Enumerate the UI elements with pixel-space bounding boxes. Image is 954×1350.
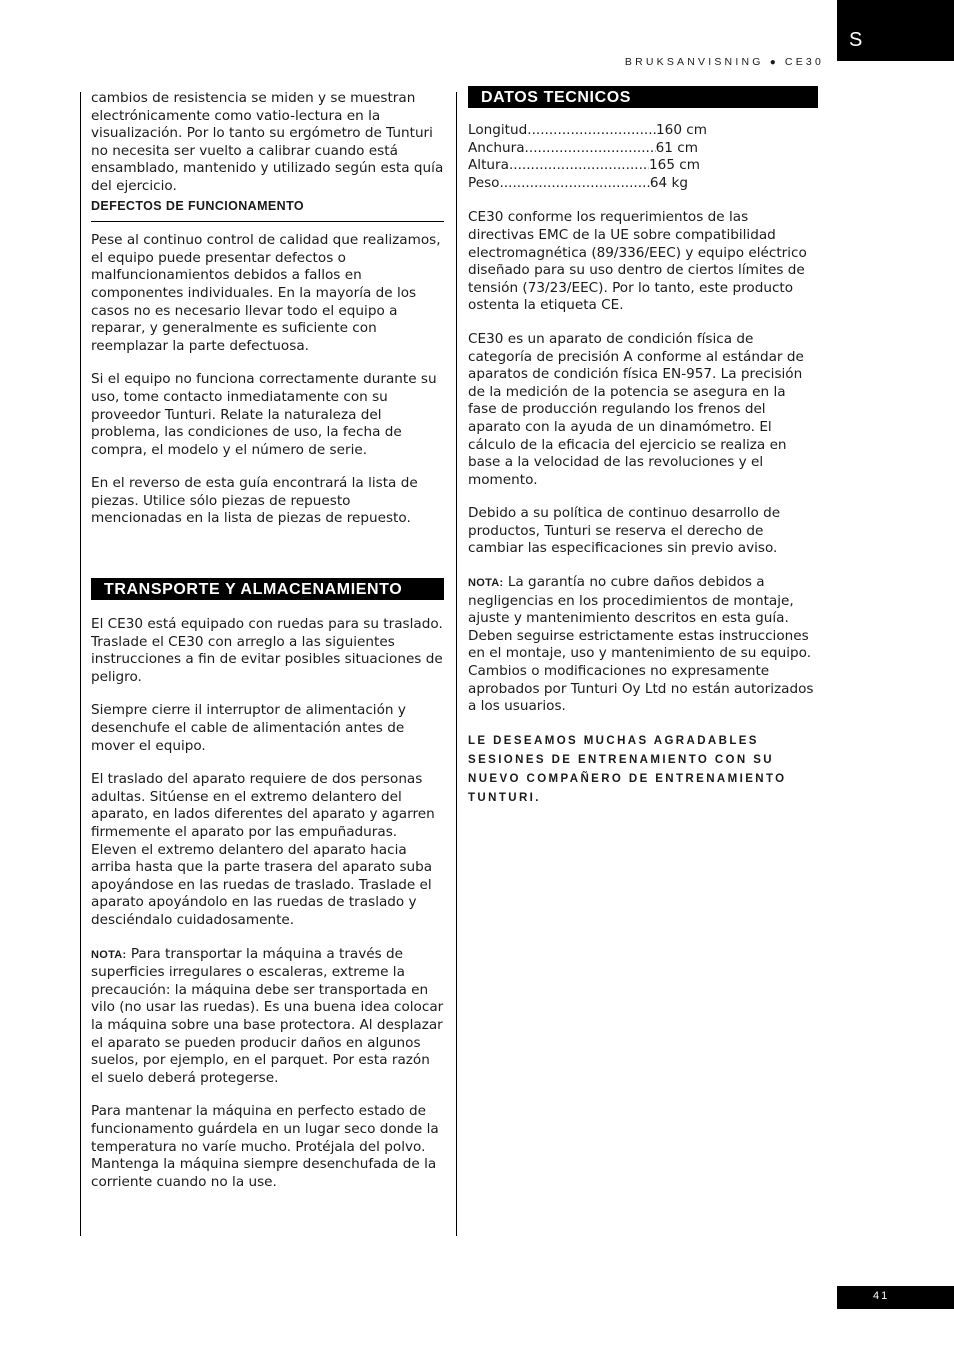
tech-data-heading: DATOS TECNICOS <box>468 86 818 108</box>
intro-paragraph: cambios de resistencia se miden y se muestran electrónicamente como vatio-lectura en la visualización. Por lo tanto su ergómetro de Tunturi no necesita ser vuelto a calibrar cuando está ensamblado, mantenido y utilizado según esta quía del ejercicio. <box>91 90 444 194</box>
transport-paragraph-1: El CE30 está equipado con ruedas para su traslado. Traslade el CE30 con arreglo a las siguientes instrucciones a fin de evitar posibles situaciones de peligro. <box>91 616 443 685</box>
bullet-icon: ● <box>769 57 776 68</box>
page-number: 41 <box>873 1290 890 1302</box>
model-label: CE30 <box>784 56 824 68</box>
ce-paragraph-1: CE30 conforme los requerimientos de las directivas EMC de la UE sobre compatibilidad electromagnética (89/336/EEC) y equipo eléctrico diseñado para su uso dentro de ciertos límites de tensión (73/23/EEC). Por lo tanto, este producto ostenta la etiqueta CE. <box>468 209 807 314</box>
closing-message: LE DESEAMOS MUCHAS AGRADABLES SESIONES DE ENTRENAMIENTO CON SU NUEVO COMPAÑERO DE ENTRENAMIENTO TUNTURI. <box>468 734 787 804</box>
defects-paragraph-1: Pese al continuo control de calidad que realizamos, el equipo puede presentar defectos o malfuncionamientos debidos a fallos en componentes individuales. En la mayoría de los casos no es necesario llevar todo el equipo a reparar, y generalmente es suficiente con reemplazar la parte defectuosa. <box>91 232 441 354</box>
warranty-nota-text: La garantía no cubre daños debidos a negligencias en los procedimientos de montaje, ajuste y mantenimiento descritos en esta guía. Deben seguirse estrictamente estas instrucciones en el montaje, uso y mantenimiento de su equipo. Cambios o modificaciones no expresamente aprobados por Tunturi Oy Ltd no están autorizados a los usuarios. <box>468 574 814 715</box>
spec-label: Anchura <box>468 139 525 156</box>
spec-value: 160 cm <box>656 122 707 138</box>
left-column <box>91 90 444 1207</box>
spec-row-weight <box>468 175 688 193</box>
defects-paragraph-3: En el reverso de esta guía encontrará la lista de piezas. Utilice sólo piezas de repuesto mencionadas en la lista de piezas de repuesto. <box>91 475 418 527</box>
spec-list <box>468 122 818 192</box>
spec-value: 165 cm <box>649 157 700 174</box>
transport-heading: TRANSPORTE Y ALMACENAMIENTO <box>91 578 444 600</box>
spec-leader <box>499 175 649 193</box>
spec-row-width <box>468 140 698 158</box>
running-header <box>625 56 824 68</box>
spec-leader <box>525 140 656 158</box>
spec-value: 64 kg <box>649 174 688 191</box>
transport-paragraph-2: Siempre cierre il interruptor de alimentación y desenchufe el cable de alimentación antes de mover el equipo. <box>91 702 406 754</box>
spec-label: Altura <box>468 157 509 174</box>
ce-paragraph-2: CE30 es un aparato de condición física de categoría de precisión A conforme al estándar de aparatos de condición física EN-957. La precisión de la medición de la potencia se asegura en la fase de producción regulando los frenos del aparato con la ayuda de un dinamómetro. El cálculo de la eficacia del ejercicio se realiza en base a la velocidad de las revoluciones y el momento. <box>468 330 804 488</box>
language-code: S <box>849 29 863 51</box>
transport-paragraph-4: Para mantenar la máquina en perfecto estado de funcionamento guárdela en un lugar seco donde la temperatura no varíe mucho. Protéjala del polvo. Mantenga la máquina siempre desenchufada de la corriente cuando no la use. <box>91 1103 439 1190</box>
ce-paragraph-3: Debido a su política de continuo desarrollo de productos, Tunturi se reserva el derecho de cambiar las especificaciones sin previo aviso. <box>468 505 781 557</box>
defects-heading: DEFECTOS DE FUNCIONAMENTO <box>91 198 444 223</box>
spec-label: Peso <box>468 174 500 191</box>
left-column-rule <box>80 92 81 1236</box>
page-number-tab <box>837 1286 954 1309</box>
manual-label: BRUKSANVISNING <box>624 56 764 68</box>
warranty-nota <box>468 574 818 716</box>
spec-leader <box>509 157 649 175</box>
spec-row-height <box>468 157 700 175</box>
spec-row-length <box>468 122 707 140</box>
right-column <box>468 88 818 808</box>
transport-nota-text: Para transportar la máquina a través de superficies irregulares o escaleras, extreme la precaución: la máquina debe ser transportada en vilo (no usar las ruedas). Es una buena idea colocar la máquina sobre una base protectora. Al desplazar el aparato se pueden producir daños en algunos suelos, por ejemplo, en el parquet. Por esta razón el suelo deberá protegerse. <box>91 945 444 1086</box>
defects-paragraph-2: Si el equipo no funciona correctamente durante su uso, tome contacto inmediatamente con su proveedor Tunturi. Relate la naturaleza del problema, las condiciones de uso, la fecha de compra, el modelo y el número de serie. <box>91 371 437 458</box>
transport-paragraph-3: El traslado del aparato requiere de dos personas adultas. Sitúense en el extremo delantero del aparato, en lados diferentes del aparato y agarren firmemente el aparato por las empuñaduras. Eleven el extremo delantero del aparato hacia arriba hasta que la parte trasera del aparato suba apoyándose en las ruedas de traslado. Traslade el aparato apoyándolo en las ruedas de traslado y desciéndalo cuidadosamente. <box>91 771 435 928</box>
nota-label: NOTA: <box>468 577 504 590</box>
spec-label: Longitud <box>468 122 528 138</box>
spec-leader <box>527 122 656 140</box>
spec-value: 61 cm <box>655 139 698 156</box>
transport-nota <box>91 946 444 1088</box>
middle-column-rule <box>456 92 457 1236</box>
language-tab <box>837 0 954 61</box>
nota-label: NOTA: <box>91 948 127 961</box>
